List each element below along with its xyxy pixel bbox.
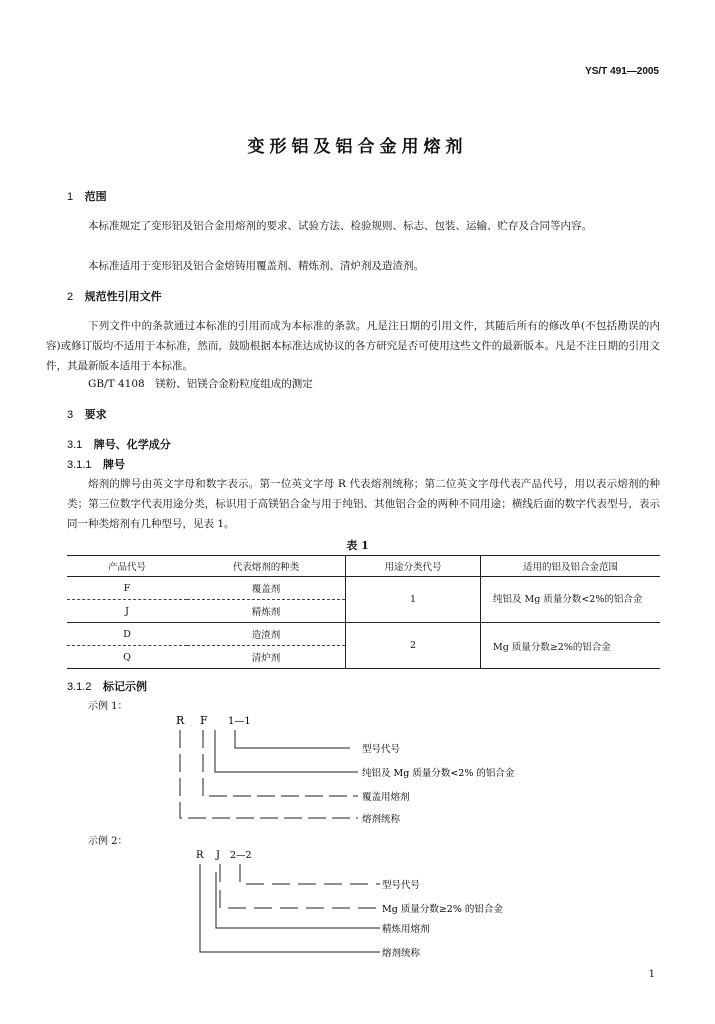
section-3-number: 3	[67, 409, 74, 421]
example-1-part-num: 1—1	[228, 716, 251, 727]
example-2-desc-kind: 精炼用熔剂	[382, 924, 430, 935]
table-1	[67, 555, 660, 669]
table-cell-usage: 2	[346, 623, 481, 669]
table-header-cell: 代表熔剂的种类	[187, 556, 346, 577]
section-1-para-1: 本标准规定了变形铝及铝合金用熔剂的要求、试验方法、检验规则、标志、包装、运输、贮存及合同等内容。	[88, 220, 592, 232]
page-number: 1	[648, 969, 655, 980]
section-1-title: 范围	[84, 190, 107, 203]
example-2-part-r: R	[196, 850, 204, 861]
table-cell-code: D	[123, 628, 131, 640]
table-cell-code: Q	[67, 646, 187, 669]
table-cell-kind: 造渣剂	[251, 630, 281, 641]
example-1-desc-scope: 纯铝及 Mg 质量分数<2% 的铝合金	[362, 768, 515, 779]
example-2-desc-general: 熔剂统称	[382, 948, 421, 959]
example-2-part-num: 2—2	[230, 850, 252, 861]
table-header-cell: 产品代号	[67, 556, 187, 577]
section-3-1-2-heading	[67, 678, 147, 694]
section-3-1-2-number: 3.1.2	[67, 681, 92, 693]
section-1-heading	[67, 188, 107, 204]
example-2-desc-model: 型号代号	[382, 880, 421, 891]
document-title: 变形铝及铝合金用熔剂	[247, 137, 468, 157]
section-3-1-number: 3.1	[67, 439, 83, 451]
section-1-number: 1	[67, 191, 74, 203]
section-3-1-1-heading	[67, 456, 125, 472]
table-cell-code: J	[67, 600, 187, 623]
example-2-diagram	[182, 842, 602, 966]
table-row	[67, 577, 660, 600]
table-cell-kind: 精炼剂	[187, 600, 346, 623]
example-1-part-r: R	[176, 714, 185, 727]
section-3-1-1-number: 3.1.1	[67, 459, 92, 471]
section-3-1-1-para: 熔剂的牌号由英文字母和数字表示。第一位英文字母 R 代表熔剂统称；第二位英文字母代表产品代号，用以表示熔剂的种类；第三位数字代表用途分类，标识用于高镁铝合金与用于纯铝、其他铝合金的两种不同用途；横线后面的数字代表型号，表示同一种类熔剂有几种型号，见表 1。	[67, 478, 660, 530]
table-cell-usage: 1	[346, 577, 481, 623]
example-1-part-f: F	[200, 714, 208, 727]
table-cell-kind: 覆盖剂	[251, 584, 281, 595]
section-3-1-heading	[67, 436, 171, 452]
section-3-title: 要求	[84, 408, 107, 421]
example-1-leader-lines	[180, 730, 358, 818]
example-2-leader-lines	[200, 864, 380, 952]
section-3-1-2-title: 标记示例	[102, 680, 147, 693]
example-1-label: 示例 1：	[88, 701, 128, 712]
table-cell-scope: Mg 质量分数≥2%的铝合金	[481, 623, 661, 669]
example-1-diagram	[160, 708, 600, 828]
table-header-cell: 适用的铝及铝合金范围	[481, 556, 661, 577]
section-3-1-1-title: 牌号	[102, 458, 125, 471]
example-1-desc-general: 熔剂统称	[362, 814, 401, 825]
example-2-label: 示例 2：	[88, 836, 128, 847]
example-2-desc-scope: Mg 质量分数≥2% 的铝合金	[382, 904, 503, 915]
table-1-caption: 表 1	[346, 539, 369, 552]
table-row	[67, 623, 660, 646]
table-header-row	[67, 556, 660, 577]
section-3-1-title: 牌号、化学成分	[93, 438, 171, 451]
table-cell-scope: 纯铝及 Mg 质量分数<2%的铝合金	[481, 577, 661, 623]
example-2-part-j: J	[216, 850, 221, 861]
section-3-heading	[67, 406, 107, 422]
section-2-title: 规范性引用文件	[84, 290, 162, 303]
section-1-para-2: 本标准适用于变形铝及铝合金熔铸用覆盖剂、精炼剂、清炉剂及造渣剂。	[88, 260, 424, 272]
section-2-heading	[67, 288, 162, 304]
table-cell-kind: 清炉剂	[187, 646, 346, 669]
example-1-desc-model: 型号代号	[362, 744, 401, 755]
example-1-desc-kind: 覆盖用熔剂	[362, 792, 410, 803]
section-2-para-1: 下列文件中的条款通过本标准的引用而成为本标准的条款。凡是注日期的引用文件，其随后所有的修改单(不包括勘误的内容)或修订版均不适用于本标准，然而，鼓励根据本标准达成协议的各方研究是否可使用这些文件的最新版本。凡是不注日期的引用文件，其最新版本适用于本标准。	[46, 320, 660, 372]
normative-reference: GB/T 4108 镁粉、铝镁合金粉粒度组成的测定	[88, 378, 313, 390]
standard-number: YS/T 491—2005	[585, 66, 659, 77]
table-header-cell: 用途分类代号	[346, 556, 481, 577]
table-cell-code: F	[123, 582, 131, 594]
section-2-number: 2	[67, 291, 74, 303]
